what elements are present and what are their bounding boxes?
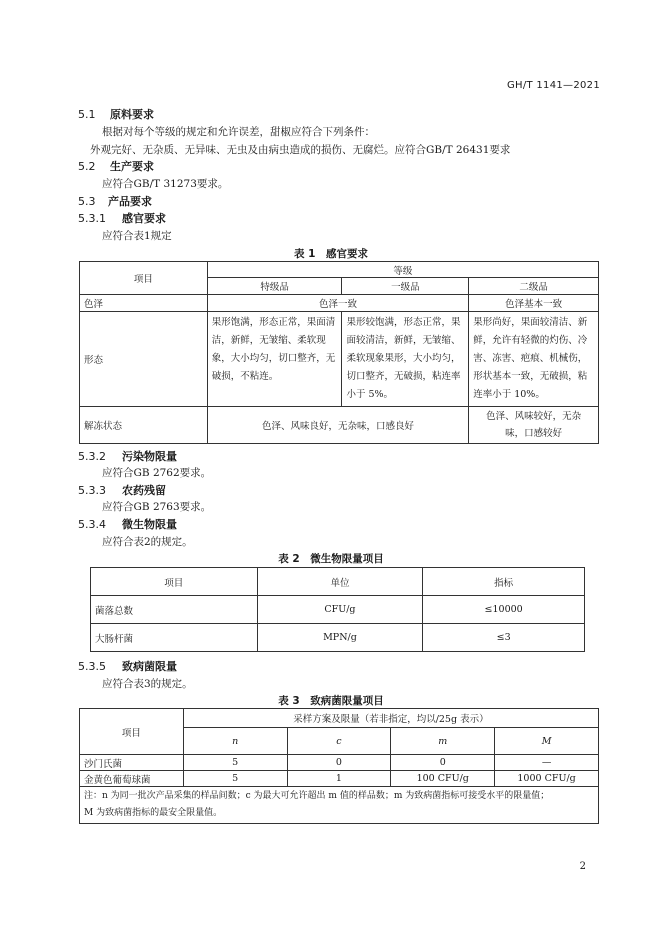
table-header-cell: 项目: [80, 262, 208, 295]
paragraph: 应符合GB/T 31273要求。: [102, 178, 229, 190]
table-header-cell: c: [287, 728, 391, 755]
table-cell: 大肠杆菌: [91, 624, 258, 652]
note-line: 注：n 为同一批次产品采集的样品间数；c 为最大可允许超出 m 值的样品数；m 为致病菌指标可接受水平的限量值；: [84, 791, 550, 801]
paragraph: 应符合表1规定: [102, 230, 172, 242]
table-cell: 色泽、风味良好，无杂味，口感良好: [207, 407, 468, 444]
section-number: 5.3.5: [78, 660, 106, 673]
table-header-cell: 二级品: [469, 278, 599, 295]
table-2-caption: 表 2 微生物限量项目: [278, 553, 384, 565]
table-1-sensory: [79, 261, 599, 444]
section-5-3-1-heading: [78, 210, 166, 226]
table-header-cell: m: [391, 728, 495, 755]
table-3-caption: 表 3 致病菌限量项目: [278, 695, 384, 707]
section-title: 产品要求: [108, 195, 152, 208]
table-cell: 色泽、风味较好，无杂味，口感较好: [469, 407, 599, 444]
section-title: 原料要求: [110, 108, 154, 121]
section-title: 致病菌限量: [122, 660, 177, 673]
table-cell: 果形尚好，果面较清洁、新鲜，允许有轻微的灼伤、冷害、冻害、疤痕、机械伤，形状基本一致，无破损，粘连率小于 10%。: [469, 312, 599, 407]
table-cell: 解冻状态: [80, 407, 208, 444]
table-cell: 1: [287, 771, 391, 787]
table-3-pathogens: [79, 708, 599, 824]
table-1-caption: 表 1 感官要求: [294, 248, 368, 260]
section-5-2-heading: [78, 158, 154, 174]
table-cell: CFU/g: [257, 596, 423, 624]
table-row: [91, 596, 585, 624]
table-header-cell: 项目: [91, 568, 258, 596]
section-number: 5.3.2: [78, 450, 106, 463]
section-number: 5.1: [78, 108, 96, 121]
table-cell: 100 CFU/g: [391, 771, 495, 787]
table-cell: 1000 CFU/g: [495, 771, 599, 787]
table-row: [80, 771, 599, 787]
table-cell: 0: [287, 755, 391, 771]
section-5-3-3-heading: [78, 482, 166, 498]
paragraph: 根据对每个等级的规定和允许误差，甜椒应符合下列条件：: [102, 126, 375, 138]
table-header-cell: 一级品: [342, 278, 469, 295]
table-header-cell: n: [183, 728, 287, 755]
table-row: [80, 755, 599, 771]
table-header-cell: 单位: [257, 568, 423, 596]
table-header-cell: M: [495, 728, 599, 755]
table-cell: 色泽基本一致: [469, 295, 599, 312]
section-5-3-heading: [78, 193, 152, 209]
table-header-cell: 等级: [207, 262, 598, 278]
paragraph: 应符合表3的规定。: [102, 678, 193, 690]
section-number: 5.2: [78, 160, 96, 173]
table-header-cell: 采样方案及限量（若非指定，均以/25g 表示）: [183, 709, 598, 728]
table-cell: 果形较饱满，形态正常，果面较清洁，新鲜，无皱缩、柔软现象果形，大小均匀，切口整齐，无破损，粘连率小于 5%。: [342, 312, 469, 407]
table-header-cell: 项目: [80, 709, 184, 755]
table-note: [80, 787, 599, 824]
table-cell: 5: [183, 771, 287, 787]
table-cell: ≤10000: [423, 596, 585, 624]
section-number: 5.3.3: [78, 484, 106, 497]
section-title: 微生物限量: [122, 518, 177, 531]
table-2-microbial: [90, 567, 585, 652]
page-number: 2: [579, 861, 586, 872]
table-cell: —: [495, 755, 599, 771]
section-title: 感官要求: [122, 212, 166, 225]
table-row: [91, 624, 585, 652]
section-number: 5.3.1: [78, 212, 106, 225]
table-cell: 金黄色葡萄球菌: [80, 771, 184, 787]
table-cell: 形态: [80, 312, 208, 407]
section-number: 5.3: [78, 195, 96, 208]
paragraph: 外观完好、无杂质、无异味、无虫及由病虫造成的损伤、无腐烂。应符合GB/T 26431要求: [90, 144, 511, 156]
section-5-3-5-heading: [78, 658, 177, 674]
note-line: M 为致病菌指标的最安全限量值。: [84, 808, 223, 818]
section-title: 生产要求: [110, 160, 154, 173]
section-title: 农药残留: [122, 484, 166, 497]
section-5-3-2-heading: [78, 448, 177, 464]
paragraph: 应符合GB 2762要求。: [102, 467, 212, 479]
table-cell: 5: [183, 755, 287, 771]
section-number: 5.3.4: [78, 518, 106, 531]
section-title: 污染物限量: [122, 450, 177, 463]
table-cell: 色泽一致: [207, 295, 468, 312]
table-header-cell: 指标: [423, 568, 585, 596]
table-cell: ≤3: [423, 624, 585, 652]
section-5-1-heading: [78, 106, 154, 122]
standard-number: GH/T 1141—2021: [506, 80, 600, 91]
table-cell: 0: [391, 755, 495, 771]
table-cell: MPN/g: [257, 624, 423, 652]
table-cell: 菌落总数: [91, 596, 258, 624]
table-header-cell: 特级品: [207, 278, 342, 295]
paragraph: 应符合表2的规定。: [102, 536, 193, 548]
table-cell: 果形饱满，形态正常，果面清洁，新鲜，无皱缩、柔软现象，大小均匀，切口整齐，无破损，不粘连。: [207, 312, 342, 407]
table-cell: 色泽: [80, 295, 208, 312]
section-5-3-4-heading: [78, 516, 177, 532]
table-cell: 沙门氏菌: [80, 755, 184, 771]
paragraph: 应符合GB 2763要求。: [102, 501, 212, 513]
